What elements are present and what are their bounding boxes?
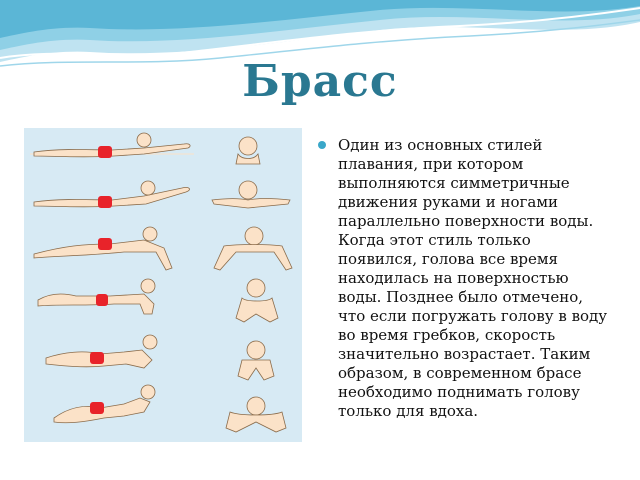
bullet-dot-icon [318,141,326,149]
bullet-list [316,136,612,421]
swimmer-front-phase-5 [238,341,274,380]
swimmer-front-phase-1 [236,137,260,164]
swimmer-side-phase-3 [34,227,172,270]
swimmer-side-phase-5 [46,335,157,368]
swimmer-front-phase-4 [236,279,278,322]
breaststroke-illustration [24,128,302,442]
bullet-item [316,136,612,421]
swimmer-side-phase-1 [30,133,194,158]
breaststroke-phases-drawing [24,128,302,442]
swimmer-front-phase-2 [212,181,290,208]
swimmer-front-phase-6 [226,397,286,432]
swimmer-side-phase-6 [54,385,155,423]
swimmer-front-phase-3 [214,227,292,270]
swimmer-side-phase-4 [38,279,155,314]
slide-title: Брасс [242,56,398,107]
bullet-text: Один из основных стилей плавания, при котором выполняются симметричные движения руками и ногами параллельно поверхности воды. Когда этот стиль только появился, голова все время находилась на поверхностью воды. Позднее было отмечено, что если погружать голову в воду во время гребков, скорость значительно возрастает. Таким образом, в современном брасе необходимо поднимать голову только для вдоха. [338,136,608,420]
swimmer-side-phase-2 [34,181,189,208]
